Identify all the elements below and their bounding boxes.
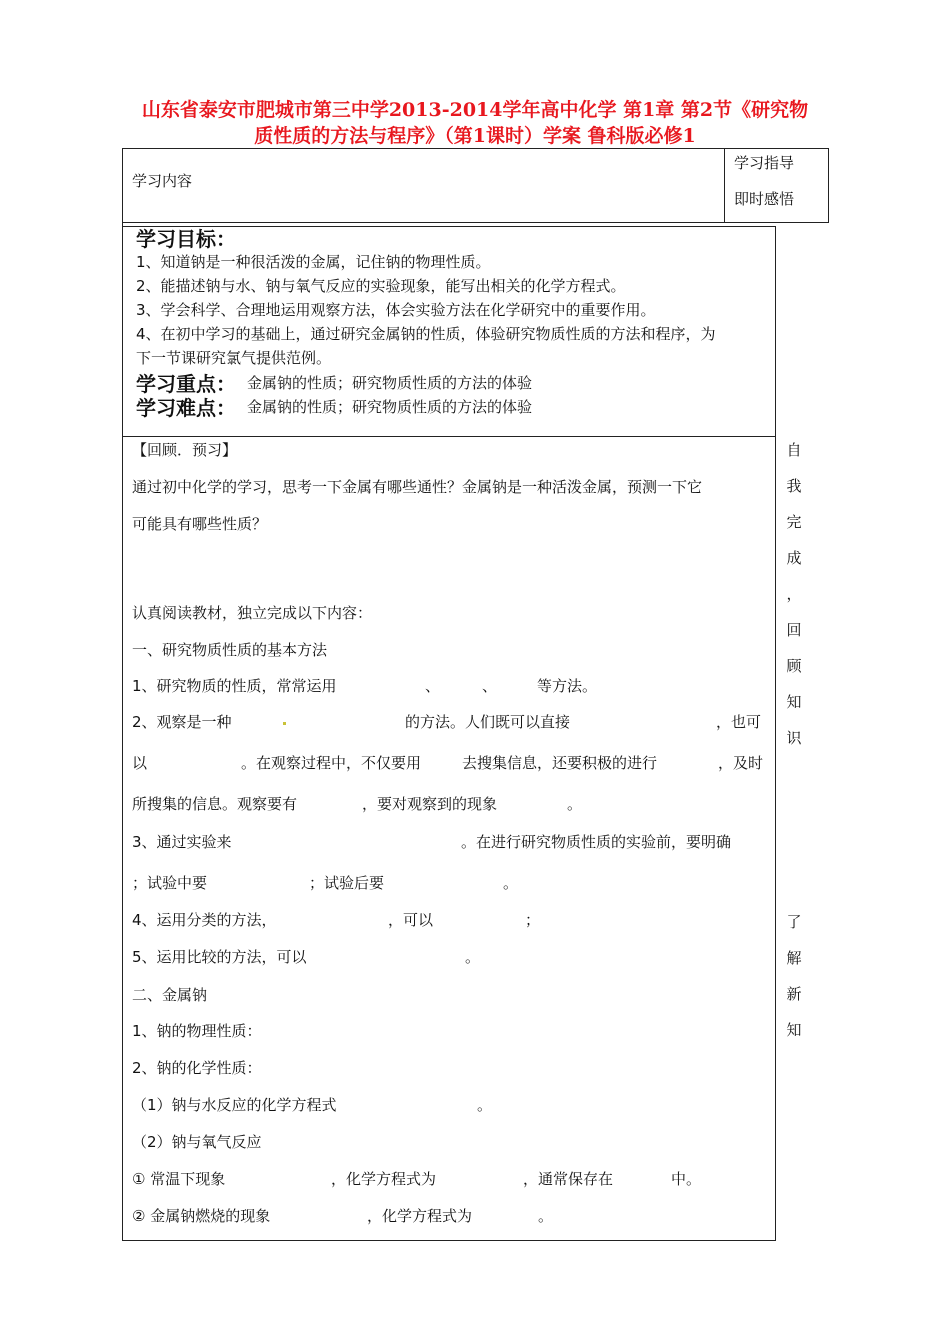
sodium-water-reaction: （1）钠与水反应的化学方程式 <box>132 1096 337 1114</box>
sidebar-char: ， <box>786 585 802 603</box>
oxygen-item-1-b: ，化学方程式为 <box>331 1170 437 1188</box>
oxygen-item-1-a: ① 常温下现象 <box>132 1170 226 1188</box>
goal-item-4: 4、在初中学习的基础上，通过研究金属钠的性质，体验研究物质性质的方法和程序，为 <box>136 325 716 343</box>
document-title <box>80 97 870 149</box>
sidebar-char: 解 <box>786 949 802 967</box>
goals-row-bottom <box>122 436 776 437</box>
header-feel-label: 即时感悟 <box>734 190 795 208</box>
method-5-end: 。 <box>465 948 481 966</box>
goal-item-5: 下一节课研究氯气提供范例。 <box>136 349 332 367</box>
content-column-divider <box>775 226 776 1241</box>
header-border-right <box>828 148 829 223</box>
review-question-line-1: 通过初中化学的学习，思考一下金属有哪些通性？金属钠是一种活泼金属，预测一下它 <box>132 478 703 496</box>
method-2-line-3-c: 。 <box>567 795 583 813</box>
key-point-text: 金属钠的性质；研究物质性质的方法的体验 <box>247 374 533 392</box>
title-line-2: 质性质的方法与程序》（第1课时）学案 鲁科版必修1 <box>254 125 696 147</box>
sidebar-char: 知 <box>786 1021 802 1039</box>
method-1-end: 等方法。 <box>537 677 598 695</box>
header-content-label: 学习内容 <box>132 172 193 190</box>
method-4-start: 4、运用分类的方法， <box>132 911 277 929</box>
sidebar-char: 回 <box>786 621 802 639</box>
sidebar-char: 新 <box>786 985 802 1003</box>
method-2-line-3-a: 所搜集的信息。观察要有 <box>132 795 298 813</box>
method-3-start: 3、通过实验来 <box>132 833 232 851</box>
sidebar-char: 成 <box>786 549 802 567</box>
table-border-left <box>122 148 123 1241</box>
goal-item-2: 2、能描述钠与水、钠与氧气反应的实验现象，能写出相关的化学方程式。 <box>136 277 626 295</box>
oxygen-item-2-c: 。 <box>538 1207 554 1225</box>
goals-heading: 学习目标： <box>136 227 236 251</box>
method-1-sep-1: 、 <box>425 677 441 695</box>
section-1-heading: 一、研究物质性质的基本方法 <box>132 641 328 659</box>
table-border-top <box>122 148 829 149</box>
header-guide-label: 学习指导 <box>734 154 795 172</box>
reading-instruction: 认真阅读教材，独立完成以下内容： <box>132 604 373 622</box>
sidebar-char: 自 <box>786 441 802 459</box>
key-point-label: 学习重点： <box>136 372 236 396</box>
oxygen-item-2-a: ② 金属钠燃烧的现象 <box>132 1207 271 1225</box>
review-heading: 【回顾．预习】 <box>132 441 238 459</box>
method-2-line-2-b: 。在观察过程中，不仅要用 <box>241 754 422 772</box>
sidebar-note-review <box>779 432 809 756</box>
sodium-water-reaction-end: 。 <box>477 1096 493 1114</box>
mark-dot <box>283 722 286 725</box>
sodium-physical-properties: 1、钠的物理性质： <box>132 1022 262 1040</box>
sidebar-char: 了 <box>786 913 802 931</box>
method-3-line-2-a: ；试验中要 <box>132 874 208 892</box>
method-4-end: ； <box>525 911 541 929</box>
sodium-chemical-properties: 2、钠的化学性质： <box>132 1059 262 1077</box>
oxygen-item-2-b: ，化学方程式为 <box>367 1207 473 1225</box>
sodium-oxygen-reaction: （2）钠与氧气反应 <box>132 1133 262 1151</box>
sidebar-char: 识 <box>786 729 802 747</box>
oxygen-item-1-d: 中。 <box>671 1170 702 1188</box>
sidebar-char: 完 <box>786 513 802 531</box>
oxygen-item-1-c: ，通常保存在 <box>523 1170 614 1188</box>
sidebar-note-new <box>779 904 809 1048</box>
goal-item-3: 3、学会科学、合理地运用观察方法，体会实验方法在化学研究中的重要作用。 <box>136 301 656 319</box>
method-4-middle: ，可以 <box>388 911 434 929</box>
method-3-end: 。在进行研究物质性质的实验前，要明确 <box>461 833 732 851</box>
difficulty-label: 学习难点： <box>136 396 236 420</box>
method-2-line-2-d: ，及时 <box>718 754 764 772</box>
table-border-bottom <box>122 1240 776 1241</box>
difficulty-text: 金属钠的性质；研究物质性质的方法的体验 <box>247 398 533 416</box>
section-2-heading: 二、金属钠 <box>132 986 208 1004</box>
method-3-line-2-b: ；试验后要 <box>309 874 385 892</box>
method-5-start: 5、运用比较的方法，可以 <box>132 948 307 966</box>
method-2-line-2-a: 以 <box>132 754 148 772</box>
goal-item-1: 1、知道钠是一种很活泼的金属，记住钠的物理性质。 <box>136 253 491 271</box>
method-1-start: 1、研究物质的性质，常常运用 <box>132 677 337 695</box>
method-1-sep-2: 、 <box>482 677 498 695</box>
method-3-line-2-c: 。 <box>503 874 519 892</box>
method-2-middle: 的方法。人们既可以直接 <box>405 713 571 731</box>
sidebar-char: 知 <box>786 693 802 711</box>
method-2-start: 2、观察是一种 <box>132 713 232 731</box>
sidebar-char: 我 <box>786 477 802 495</box>
method-2-line-3-b: ，要对观察到的现象 <box>362 795 498 813</box>
sidebar-char: 顾 <box>786 657 802 675</box>
method-2-line-2-c: 去搜集信息，还要积极的进行 <box>462 754 658 772</box>
method-2-end: ，也可 <box>716 713 762 731</box>
header-divider-right <box>724 148 725 223</box>
review-question-line-2: 可能具有哪些性质？ <box>132 515 268 533</box>
title-line-1: 山东省泰安市肥城市第三中学2013-2014学年高中化学 第1章 第2节《研究物 <box>141 99 809 121</box>
